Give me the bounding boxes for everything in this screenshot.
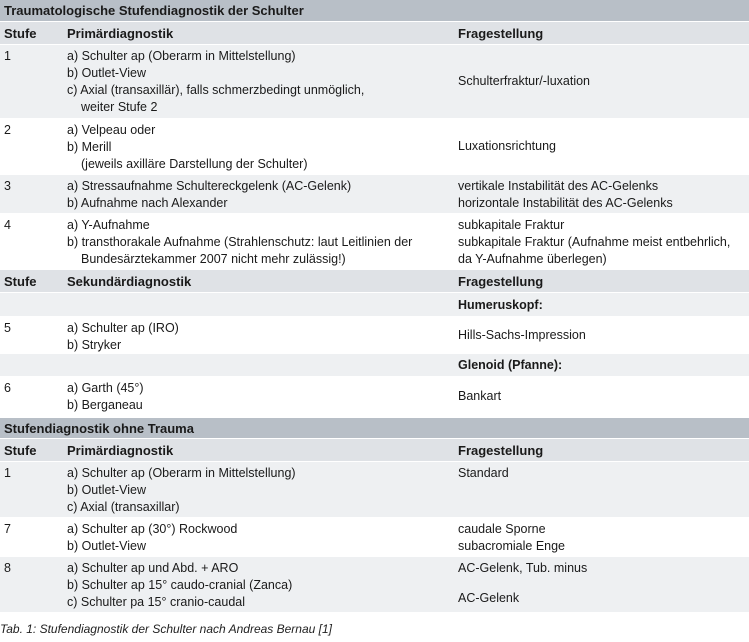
col-diagnostik: Sekundärdiagnostik	[67, 273, 192, 289]
frage-line: Standard	[458, 466, 509, 480]
diag-line: a) Schulter ap (Oberarm in Mittelstellung)	[67, 49, 296, 63]
section-title: Traumatologische Stufendiagnostik der Schulter	[4, 3, 304, 18]
stufe-cell: 2	[4, 123, 11, 137]
diag-line: a) Velpeau oder	[67, 123, 156, 137]
diag-line: b) Aufnahme nach Alexander	[67, 196, 228, 210]
stufe-cell: 3	[4, 179, 11, 193]
subheader-row	[0, 293, 749, 317]
column-header-row	[0, 22, 749, 45]
col-diagnostik: Primärdiagnostik	[67, 442, 174, 458]
frage-line: caudale Sporne	[458, 522, 546, 536]
stufe-cell: 4	[4, 218, 11, 232]
table-row	[0, 45, 749, 119]
col-diagnostik: Primärdiagnostik	[67, 25, 174, 41]
diag-line: a) Garth (45°)	[67, 381, 144, 395]
diag-line: b) Outlet-View	[67, 483, 146, 497]
diag-line: b) Berganeau	[67, 398, 143, 412]
diag-line: a) Schulter ap und Abd. + ARO	[67, 561, 239, 575]
table-row	[0, 119, 749, 175]
diag-line: a) Schulter ap (Oberarm in Mittelstellung)	[67, 466, 296, 480]
col-fragestellung: Fragestellung	[458, 273, 544, 289]
table-caption: Tab. 1: Stufendiagnostik der Schulter nach Andreas Bernau [1]	[0, 622, 332, 636]
diag-line: c) Schulter pa 15° cranio-caudal	[67, 595, 246, 609]
section-header-traumatic	[0, 0, 749, 22]
section-header-no-trauma	[0, 418, 749, 439]
diag-line: b) Schulter ap 15° caudo-cranial (Zanca)	[67, 578, 293, 592]
col-stufe: Stufe	[4, 442, 37, 458]
diag-line: c) Axial (transaxillar)	[67, 500, 180, 514]
col-fragestellung: Fragestellung	[458, 442, 544, 458]
diag-line: b) Stryker	[67, 338, 122, 352]
stufe-cell: 6	[4, 381, 11, 395]
stufe-cell: 8	[4, 561, 11, 575]
stufe-cell: 1	[4, 466, 11, 480]
column-header-row	[0, 270, 749, 293]
diag-line: a) Stressaufnahme Schultereckgelenk (AC-Gelenk)	[67, 179, 352, 193]
frage-line: AC-Gelenk, Tub. minus	[458, 561, 588, 575]
diag-line: b) transthorakale Aufnahme (Strahlenschutz: laut Leitlinien der	[67, 235, 413, 249]
diag-line: Bundesärztekammer 2007 nicht mehr zulässig!)	[81, 252, 346, 266]
diag-line: (jeweils axilläre Darstellung der Schulter)	[81, 157, 308, 171]
frage-line: subkapitale Fraktur (Aufnahme meist entbehrlich,	[458, 235, 731, 249]
stufe-cell: 5	[4, 321, 11, 335]
diag-line: weiter Stufe 2	[81, 100, 158, 114]
frage-line: subacromiale Enge	[458, 539, 566, 553]
diag-line: c) Axial (transaxillär), falls schmerzbedingt unmöglich,	[67, 83, 365, 97]
section-title: Stufendiagnostik ohne Trauma	[4, 420, 194, 436]
frage-line: da Y-Aufnahme überlegen)	[458, 252, 607, 266]
diag-line: b) Outlet-View	[67, 66, 146, 80]
frage-line: Hills-Sachs-Impression	[458, 327, 586, 342]
frage-line: subkapitale Fraktur	[458, 218, 565, 232]
stufe-cell: 7	[4, 522, 11, 536]
stufe-cell: 1	[4, 49, 11, 63]
diag-line: a) Y-Aufnahme	[67, 218, 150, 232]
col-stufe: Stufe	[4, 25, 37, 41]
frage-line: vertikale Instabilität des AC-Gelenks	[458, 179, 659, 193]
subheader-row	[0, 354, 749, 377]
subheader-glenoid: Glenoid (Pfanne):	[458, 358, 563, 372]
column-header-row	[0, 439, 749, 462]
table-row	[0, 462, 749, 518]
diag-line: b) Merill	[67, 140, 112, 154]
subheader-humeruskopf: Humeruskopf:	[458, 297, 543, 312]
frage-line: AC-Gelenk	[458, 591, 520, 605]
diag-line: a) Schulter ap (IRO)	[67, 321, 179, 335]
table-row	[0, 557, 749, 613]
diag-line: b) Outlet-View	[67, 539, 146, 553]
col-stufe: Stufe	[4, 273, 37, 289]
frage-line: horizontale Instabilität des AC-Gelenks	[458, 196, 673, 210]
table-row	[0, 377, 749, 416]
frage-line: Luxationsrichtung	[458, 139, 556, 153]
table-row	[0, 518, 749, 557]
table-row	[0, 317, 749, 354]
col-fragestellung: Fragestellung	[458, 25, 544, 41]
table-row	[0, 214, 749, 270]
frage-line: Bankart	[458, 388, 502, 403]
diag-line: a) Schulter ap (30°) Rockwood	[67, 522, 238, 536]
table-row	[0, 175, 749, 214]
frage-line: Schulterfraktur/-luxation	[458, 74, 591, 88]
